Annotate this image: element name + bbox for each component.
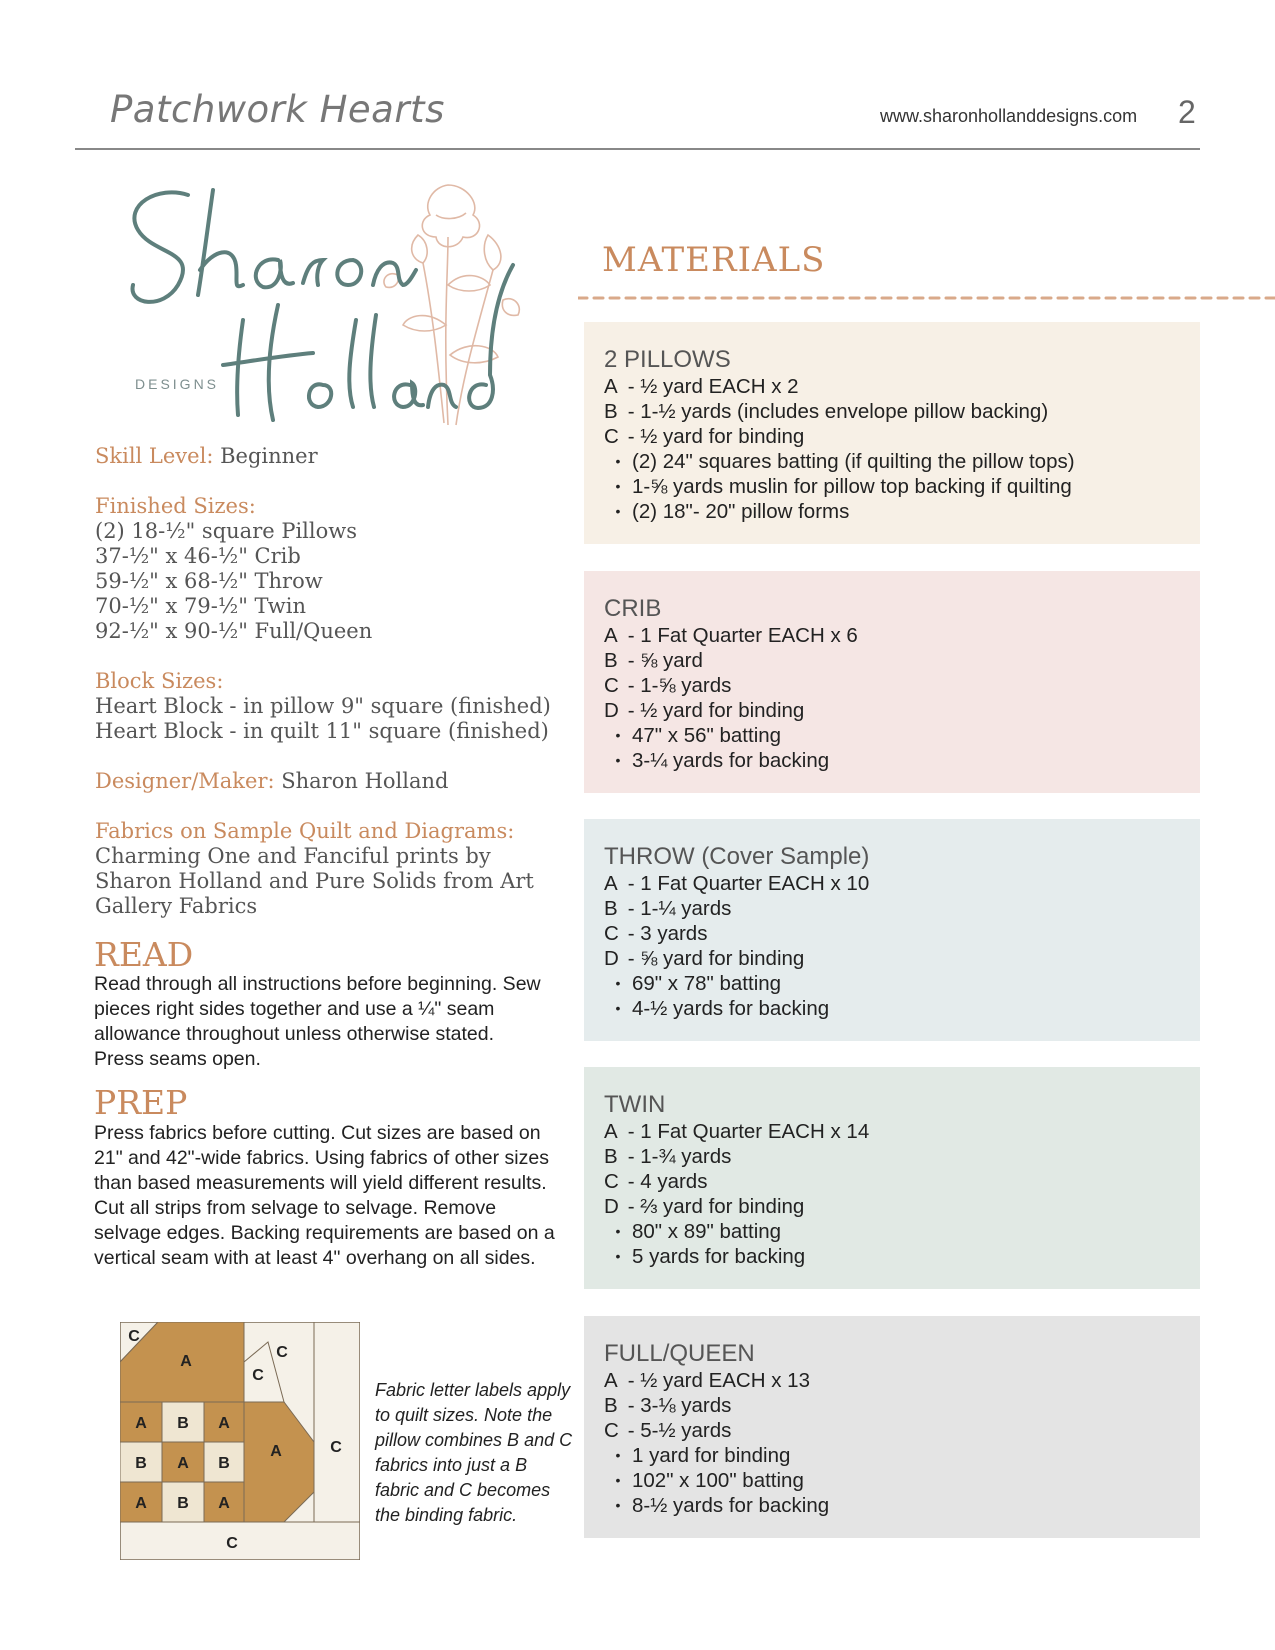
bullet-icon: • bbox=[615, 727, 621, 743]
fabric-amount: - ½ yard EACH x 13 bbox=[622, 1369, 810, 1392]
fabric-requirement bbox=[604, 896, 1180, 921]
fabric-amount: - ⅝ yard for binding bbox=[622, 947, 805, 970]
fabric-amount: - ½ yard for binding bbox=[622, 699, 805, 722]
fabric-requirement bbox=[604, 673, 1180, 698]
supply-text: (2) 18"- 20" pillow forms bbox=[632, 500, 850, 523]
supply-text: 69" x 78" batting bbox=[632, 972, 782, 995]
bullet-icon: • bbox=[615, 1248, 621, 1264]
fabric-letter: B bbox=[604, 649, 618, 672]
fabric-amount: - 1 Fat Quarter EACH x 6 bbox=[622, 624, 858, 647]
heart-block-diagram bbox=[120, 1322, 360, 1560]
fabric-letter: C bbox=[604, 922, 619, 945]
supply-text: 1-⅝ yards muslin for pillow top backing if quilting bbox=[632, 475, 1072, 498]
supply-bullet bbox=[604, 996, 1180, 1021]
diagram-label: C bbox=[252, 1367, 264, 1384]
supply-bullet bbox=[604, 1244, 1180, 1269]
supply-bullet bbox=[604, 1468, 1180, 1493]
materials-section bbox=[584, 322, 1200, 544]
supply-text: 80" x 89" batting bbox=[632, 1220, 782, 1243]
materials-section-title: CRIB bbox=[604, 595, 662, 622]
supply-bullet bbox=[604, 748, 1180, 773]
fabric-requirement bbox=[604, 871, 1180, 896]
diagram-caption: Fabric letter labels apply to quilt sizes. Note the pillow combines B and C fabrics into just a B fabric and C becomes the binding fabric. bbox=[375, 1380, 573, 1525]
supply-bullet bbox=[604, 1219, 1180, 1244]
diagram-label: A bbox=[218, 1415, 230, 1432]
materials-section bbox=[584, 1316, 1200, 1538]
skill-level-value: Beginner bbox=[220, 444, 318, 468]
block-size-item: Heart Block - in pillow 9" square (finished) bbox=[95, 694, 551, 718]
finished-sizes-label: Finished Sizes: bbox=[95, 494, 256, 518]
bullet-icon: • bbox=[615, 1000, 621, 1016]
bullet-icon: • bbox=[615, 453, 621, 469]
designer-maker bbox=[95, 769, 565, 794]
finished-size-item: 70-½" x 79-½" Twin bbox=[95, 594, 307, 618]
logo-designs-text: DESIGNS bbox=[135, 376, 220, 392]
fabric-letter: A bbox=[604, 624, 618, 647]
supply-bullet bbox=[604, 1443, 1180, 1468]
supply-bullet bbox=[604, 449, 1180, 474]
fabric-letter: D bbox=[604, 699, 619, 722]
fabric-amount: - 3-⅛ yards bbox=[622, 1394, 732, 1417]
supply-text: 47" x 56" batting bbox=[632, 724, 782, 747]
diagram-label: A bbox=[270, 1443, 282, 1460]
materials-section-title: 2 PILLOWS bbox=[604, 346, 731, 373]
diagram-label: C bbox=[276, 1344, 288, 1361]
fabric-letter: C bbox=[604, 1419, 619, 1442]
fabric-amount: - 1-½ yards (includes envelope pillow backing) bbox=[622, 400, 1049, 423]
fabric-amount: - 1-¾ yards bbox=[622, 1145, 732, 1168]
prep-heading: PREP bbox=[94, 1083, 188, 1122]
fabric-letter: C bbox=[604, 1170, 619, 1193]
diagram-label: A bbox=[218, 1495, 230, 1512]
supply-text: 1 yard for binding bbox=[632, 1444, 791, 1467]
diagram-label: C bbox=[128, 1328, 140, 1345]
bullet-icon: • bbox=[615, 1497, 621, 1513]
fabric-amount: - 5-½ yards bbox=[622, 1419, 732, 1442]
read-heading: READ bbox=[94, 935, 194, 974]
block-sizes-label: Block Sizes: bbox=[95, 669, 224, 693]
supply-bullet bbox=[604, 474, 1180, 499]
fabrics-label: Fabrics on Sample Quilt and Diagrams: bbox=[95, 819, 515, 843]
bullet-icon: • bbox=[615, 1223, 621, 1239]
fabric-amount: - 4 yards bbox=[622, 1170, 708, 1193]
fabric-letter: C bbox=[604, 425, 619, 448]
fabric-requirement bbox=[604, 623, 1180, 648]
bullet-icon: • bbox=[615, 1447, 621, 1463]
fabric-letter: A bbox=[604, 1120, 618, 1143]
read-text: Read through all instructions before beginning. Sew pieces right sides together and use a ¼" seam allowance throughout unless otherwise stated. Press seams open. bbox=[94, 973, 541, 1070]
fabric-requirement bbox=[604, 648, 1180, 673]
diagram-label: A bbox=[135, 1415, 147, 1432]
finished-size-item: (2) 18-½" square Pillows bbox=[95, 519, 358, 543]
fabric-amount: - ⅔ yard for binding bbox=[622, 1195, 805, 1218]
materials-section bbox=[584, 571, 1200, 793]
supply-text: 102" x 100" batting bbox=[632, 1469, 804, 1492]
supply-text: 3-¼ yards for backing bbox=[632, 749, 830, 772]
bullet-icon: • bbox=[615, 1472, 621, 1488]
fabric-requirement bbox=[604, 1144, 1180, 1169]
left-column bbox=[95, 444, 565, 919]
diagram-label: A bbox=[180, 1353, 192, 1370]
bullet-icon: • bbox=[615, 503, 621, 519]
fabric-requirement bbox=[604, 1194, 1180, 1219]
skill-level bbox=[95, 444, 565, 469]
supply-bullet bbox=[604, 499, 1180, 524]
prep-text: Press fabrics before cutting. Cut sizes are based on 21" and 42"-wide fabrics. Using fabrics of other sizes than based measurements will yield different results. Cut all strips from selvage to selvage. Remove selvage edges. Backing requirements are based on a vertical seam with at least 4" overhang on all sides. bbox=[94, 1122, 555, 1269]
fabrics-text: Charming One and Fanciful prints by Sharon Holland and Pure Solids from Art Gallery Fabrics bbox=[95, 844, 534, 918]
fabric-requirement bbox=[604, 698, 1180, 723]
fabric-requirement bbox=[604, 399, 1180, 424]
supply-bullet bbox=[604, 723, 1180, 748]
document-title: Patchwork Hearts bbox=[110, 88, 445, 131]
fabric-letter: C bbox=[604, 674, 619, 697]
supply-text: 8-½ yards for backing bbox=[632, 1494, 830, 1517]
fabric-amount: - 1 Fat Quarter EACH x 10 bbox=[622, 872, 870, 895]
skill-level-label: Skill Level: bbox=[95, 444, 214, 468]
fabric-amount: - 1 Fat Quarter EACH x 14 bbox=[622, 1120, 870, 1143]
materials-section bbox=[584, 1067, 1200, 1289]
header-divider bbox=[75, 148, 1200, 150]
fabric-letter: B bbox=[604, 1145, 618, 1168]
fabric-letter: A bbox=[604, 872, 618, 895]
block-size-item: Heart Block - in quilt 11" square (finished) bbox=[95, 719, 549, 743]
fabric-letter: B bbox=[604, 1394, 618, 1417]
fabric-amount: - 3 yards bbox=[622, 922, 708, 945]
diagram-label: C bbox=[330, 1439, 342, 1456]
designer-label: Designer/Maker: bbox=[95, 769, 275, 793]
fabric-requirement bbox=[604, 1169, 1180, 1194]
fabric-requirement bbox=[604, 1393, 1180, 1418]
fabric-requirement bbox=[604, 1418, 1180, 1443]
diagram-label: C bbox=[226, 1535, 238, 1552]
diagram-label: A bbox=[177, 1455, 189, 1472]
fabric-requirement bbox=[604, 1119, 1180, 1144]
fabric-amount: - 1-⅝ yards bbox=[622, 674, 732, 697]
diagram-label: B bbox=[135, 1455, 147, 1472]
fabric-amount: - 1-¼ yards bbox=[622, 897, 732, 920]
bullet-icon: • bbox=[615, 975, 621, 991]
page-number: 2 bbox=[1178, 94, 1196, 130]
fabric-amount: - ½ yard EACH x 2 bbox=[622, 375, 799, 398]
materials-heading: MATERIALS bbox=[602, 240, 826, 280]
materials-divider bbox=[578, 295, 1275, 301]
fabric-letter: B bbox=[604, 400, 618, 423]
supply-text: 4-½ yards for backing bbox=[632, 997, 830, 1020]
materials-section-title: THROW (Cover Sample) bbox=[604, 843, 870, 870]
diagram-label: B bbox=[177, 1415, 189, 1432]
fabric-requirement bbox=[604, 374, 1180, 399]
finished-size-item: 37-½" x 46-½" Crib bbox=[95, 544, 301, 568]
website-url: www.sharonhollanddesigns.com bbox=[880, 106, 1138, 126]
bullet-icon: • bbox=[615, 752, 621, 768]
materials-section-title: TWIN bbox=[604, 1091, 666, 1118]
finished-size-item: 59-½" x 68-½" Throw bbox=[95, 569, 323, 593]
bullet-icon: • bbox=[615, 478, 621, 494]
fabric-requirement bbox=[604, 424, 1180, 449]
fabric-letter: A bbox=[604, 1369, 618, 1392]
supply-bullet bbox=[604, 971, 1180, 996]
fabric-requirement bbox=[604, 946, 1180, 971]
fabric-amount: - ½ yard for binding bbox=[622, 425, 805, 448]
fabric-requirement bbox=[604, 921, 1180, 946]
fabric-letter: D bbox=[604, 1195, 619, 1218]
diagram-label: B bbox=[218, 1455, 230, 1472]
fabric-letter: B bbox=[604, 897, 618, 920]
fabric-amount: - ⅝ yard bbox=[622, 649, 703, 672]
fabric-letter: D bbox=[604, 947, 619, 970]
diagram-label: B bbox=[177, 1495, 189, 1512]
fabric-requirement bbox=[604, 1368, 1180, 1393]
designer-value: Sharon Holland bbox=[281, 769, 449, 793]
supply-text: 5 yards for backing bbox=[632, 1245, 806, 1268]
fabric-letter: A bbox=[604, 375, 618, 398]
finished-size-item: 92-½" x 90-½" Full/Queen bbox=[95, 619, 373, 643]
materials-section-title: FULL/QUEEN bbox=[604, 1340, 755, 1367]
supply-text: (2) 24" squares batting (if quilting the pillow tops) bbox=[632, 450, 1075, 473]
diagram-label: A bbox=[135, 1495, 147, 1512]
supply-bullet bbox=[604, 1493, 1180, 1518]
materials-section bbox=[584, 819, 1200, 1041]
